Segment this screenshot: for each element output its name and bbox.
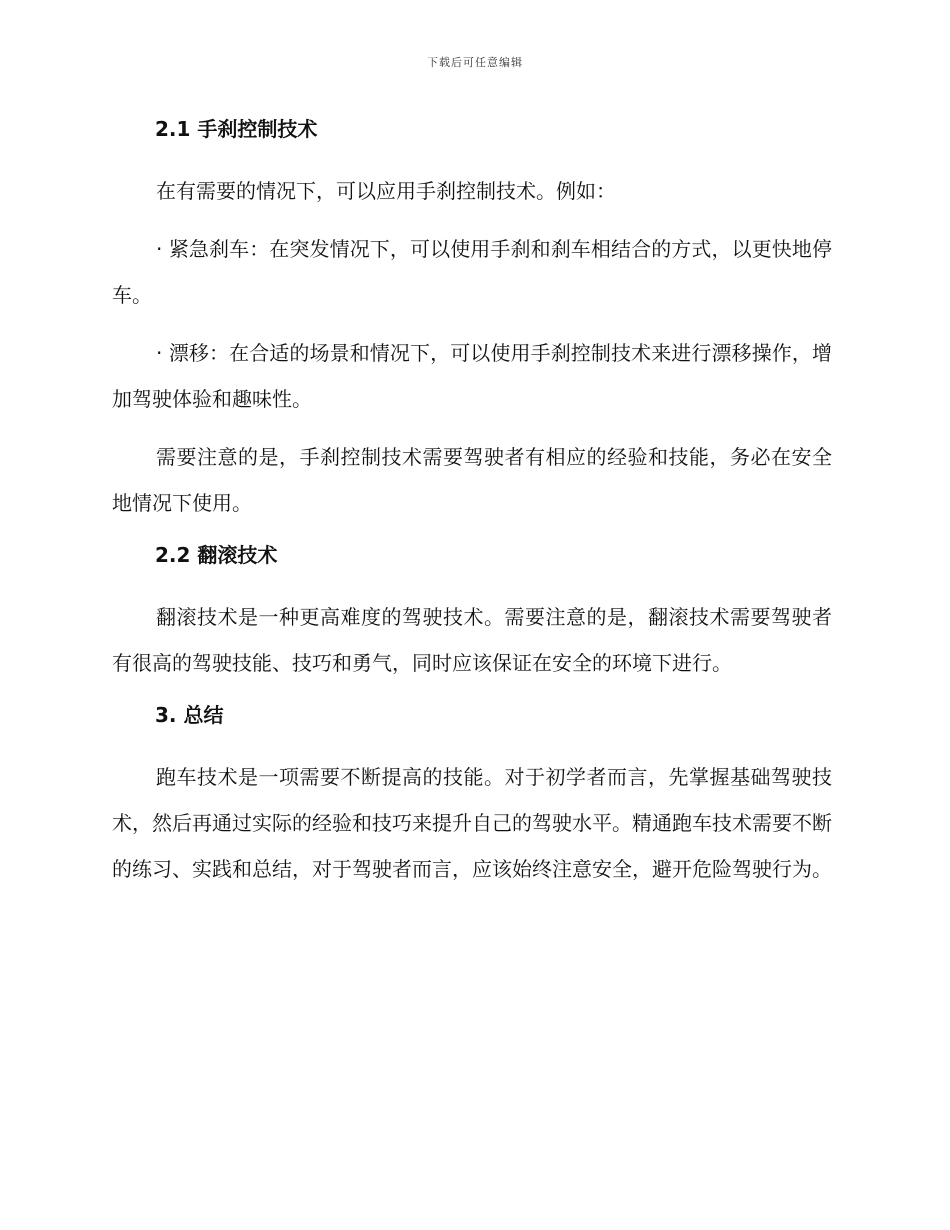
bullet-emergency-brake: · 紧急刹车：在突发情况下，可以使用手刹和刹车相结合的方式，以更快地停车。 [112, 237, 832, 307]
paragraph-intro: 在有需要的情况下，可以应用手刹控制技术。例如： [156, 179, 616, 203]
section-heading-2-2: 2.2 翻滚技术 [155, 543, 278, 567]
paragraph-handbrake-note: 需要注意的是，手刹控制技术需要驾驶者有相应的经验和技能，务必在安全地情况下使用。 [112, 445, 832, 515]
paragraph-rollover: 翻滚技术是一种更高难度的驾驶技术。需要注意的是，翻滚技术需要驾驶者有很高的驾驶技能、技巧和勇气，同时应该保证在安全的环境下进行。 [112, 605, 832, 675]
section-heading-3: 3. 总结 [155, 703, 224, 727]
bullet-drift: · 漂移：在合适的场景和情况下，可以使用手刹控制技术来进行漂移操作，增加驾驶体验和趣味性。 [112, 341, 832, 411]
document-body [112, 112, 832, 892]
page-header-note: 下载后可任意编辑 [427, 56, 523, 69]
section-heading-2-1: 2.1 手刹控制技术 [155, 117, 318, 141]
paragraph-summary: 跑车技术是一项需要不断提高的技能。对于初学者而言，先掌握基础驾驶技术，然后再通过实际的经验和技巧来提升自己的驾驶水平。精通跑车技术需要不断的练习、实践和总结，对于驾驶者而言，应该始终注意安全，避开危险驾驶行为。 [112, 765, 832, 881]
